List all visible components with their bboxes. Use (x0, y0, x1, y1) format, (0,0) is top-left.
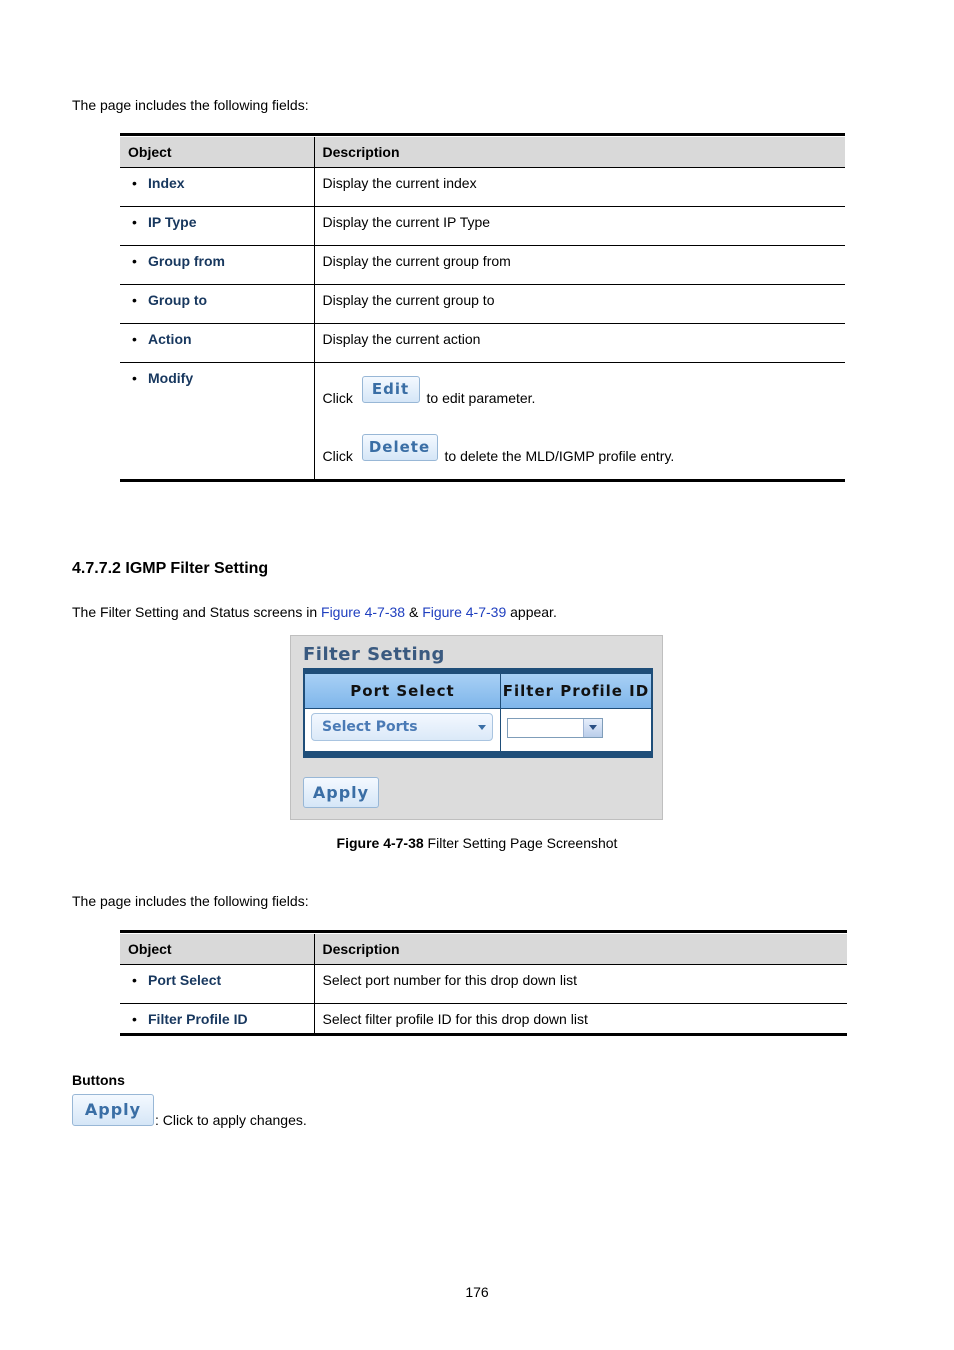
column-divider (500, 674, 501, 751)
section-text-after: appear. (506, 604, 557, 620)
panel-title: Filter Setting (303, 644, 445, 665)
desc-modify (314, 363, 845, 480)
apply-button-example[interactable]: Apply (72, 1094, 154, 1126)
object-filter-profile-id: • Filter Profile ID (140, 1011, 248, 1027)
port-select-dropdown[interactable] (311, 713, 493, 741)
intro-text: The page includes the following fields: (72, 97, 309, 113)
table-bottom-rule (120, 479, 845, 482)
section-text-amp: & (405, 604, 423, 620)
object-modify: • Modify (140, 370, 193, 386)
object-port-select: • Port Select (140, 972, 221, 988)
header-object: Object (120, 137, 314, 168)
apply-button-desc: : Click to apply changes. (155, 1112, 307, 1128)
header-description: Description (314, 137, 845, 168)
col-port-select: Port Select (305, 674, 500, 709)
section-text (72, 604, 557, 620)
edit-desc: to edit parameter. (426, 390, 536, 406)
object-ip-type: • IP Type (140, 214, 197, 230)
click-text: Click (322, 390, 353, 406)
table-top-rule (120, 133, 845, 136)
click-text-2: Click (322, 448, 353, 464)
page-number: 176 (465, 1284, 489, 1300)
chevron-down-icon (478, 725, 486, 730)
fields-table-2 (120, 934, 847, 1035)
header-object-2: Object (120, 934, 314, 965)
desc-port-select: Select port number for this drop down list (314, 965, 847, 1004)
desc-index: Display the current index (314, 168, 845, 207)
figure-caption (0, 835, 954, 851)
section-text-before: The Filter Setting and Status screens in (72, 604, 322, 620)
figure-link-38[interactable]: Figure 4-7-38 (321, 604, 406, 620)
desc-action: Display the current action (314, 324, 845, 363)
section-heading: 4.7.7.2 IGMP Filter Setting (72, 560, 269, 577)
table-bottom-bar (305, 751, 651, 756)
object-index: • Index (140, 175, 185, 191)
edit-button[interactable]: Edit (362, 376, 420, 403)
table2-bottom-rule (120, 1033, 847, 1036)
desc-ip-type: Display the current IP Type (314, 207, 845, 246)
caption-label: Figure 4-7-38 (336, 835, 424, 851)
delete-button[interactable]: Delete (362, 434, 438, 461)
fields-table-1 (120, 137, 845, 480)
dropdown-arrow-icon (583, 719, 602, 737)
filter-setting-screenshot (290, 635, 663, 820)
desc-group-from: Display the current group from (314, 246, 845, 285)
header-description-2: Description (314, 934, 847, 965)
desc-filter-profile-id: Select filter profile ID for this drop down list (322, 1011, 588, 1027)
object-action: • Action (140, 331, 192, 347)
buttons-heading: Buttons (72, 1072, 125, 1088)
filter-profile-id-select[interactable] (507, 718, 603, 738)
object-group-from: • Group from (140, 253, 225, 269)
caption-text: Filter Setting Page Screenshot (423, 835, 618, 851)
port-select-value: Select Ports (322, 719, 418, 735)
desc-group-to: Display the current group to (314, 285, 845, 324)
filter-setting-table (303, 668, 653, 758)
col-filter-profile-id: Filter Profile ID (501, 674, 651, 709)
apply-button[interactable]: Apply (303, 777, 379, 808)
delete-desc: to delete the MLD/IGMP profile entry. (444, 448, 675, 464)
object-group-to: • Group to (140, 292, 207, 308)
table2-top-rule (120, 930, 847, 933)
intro-text-2: The page includes the following fields: (72, 893, 309, 909)
figure-link-39[interactable]: Figure 4-7-39 (422, 604, 507, 620)
